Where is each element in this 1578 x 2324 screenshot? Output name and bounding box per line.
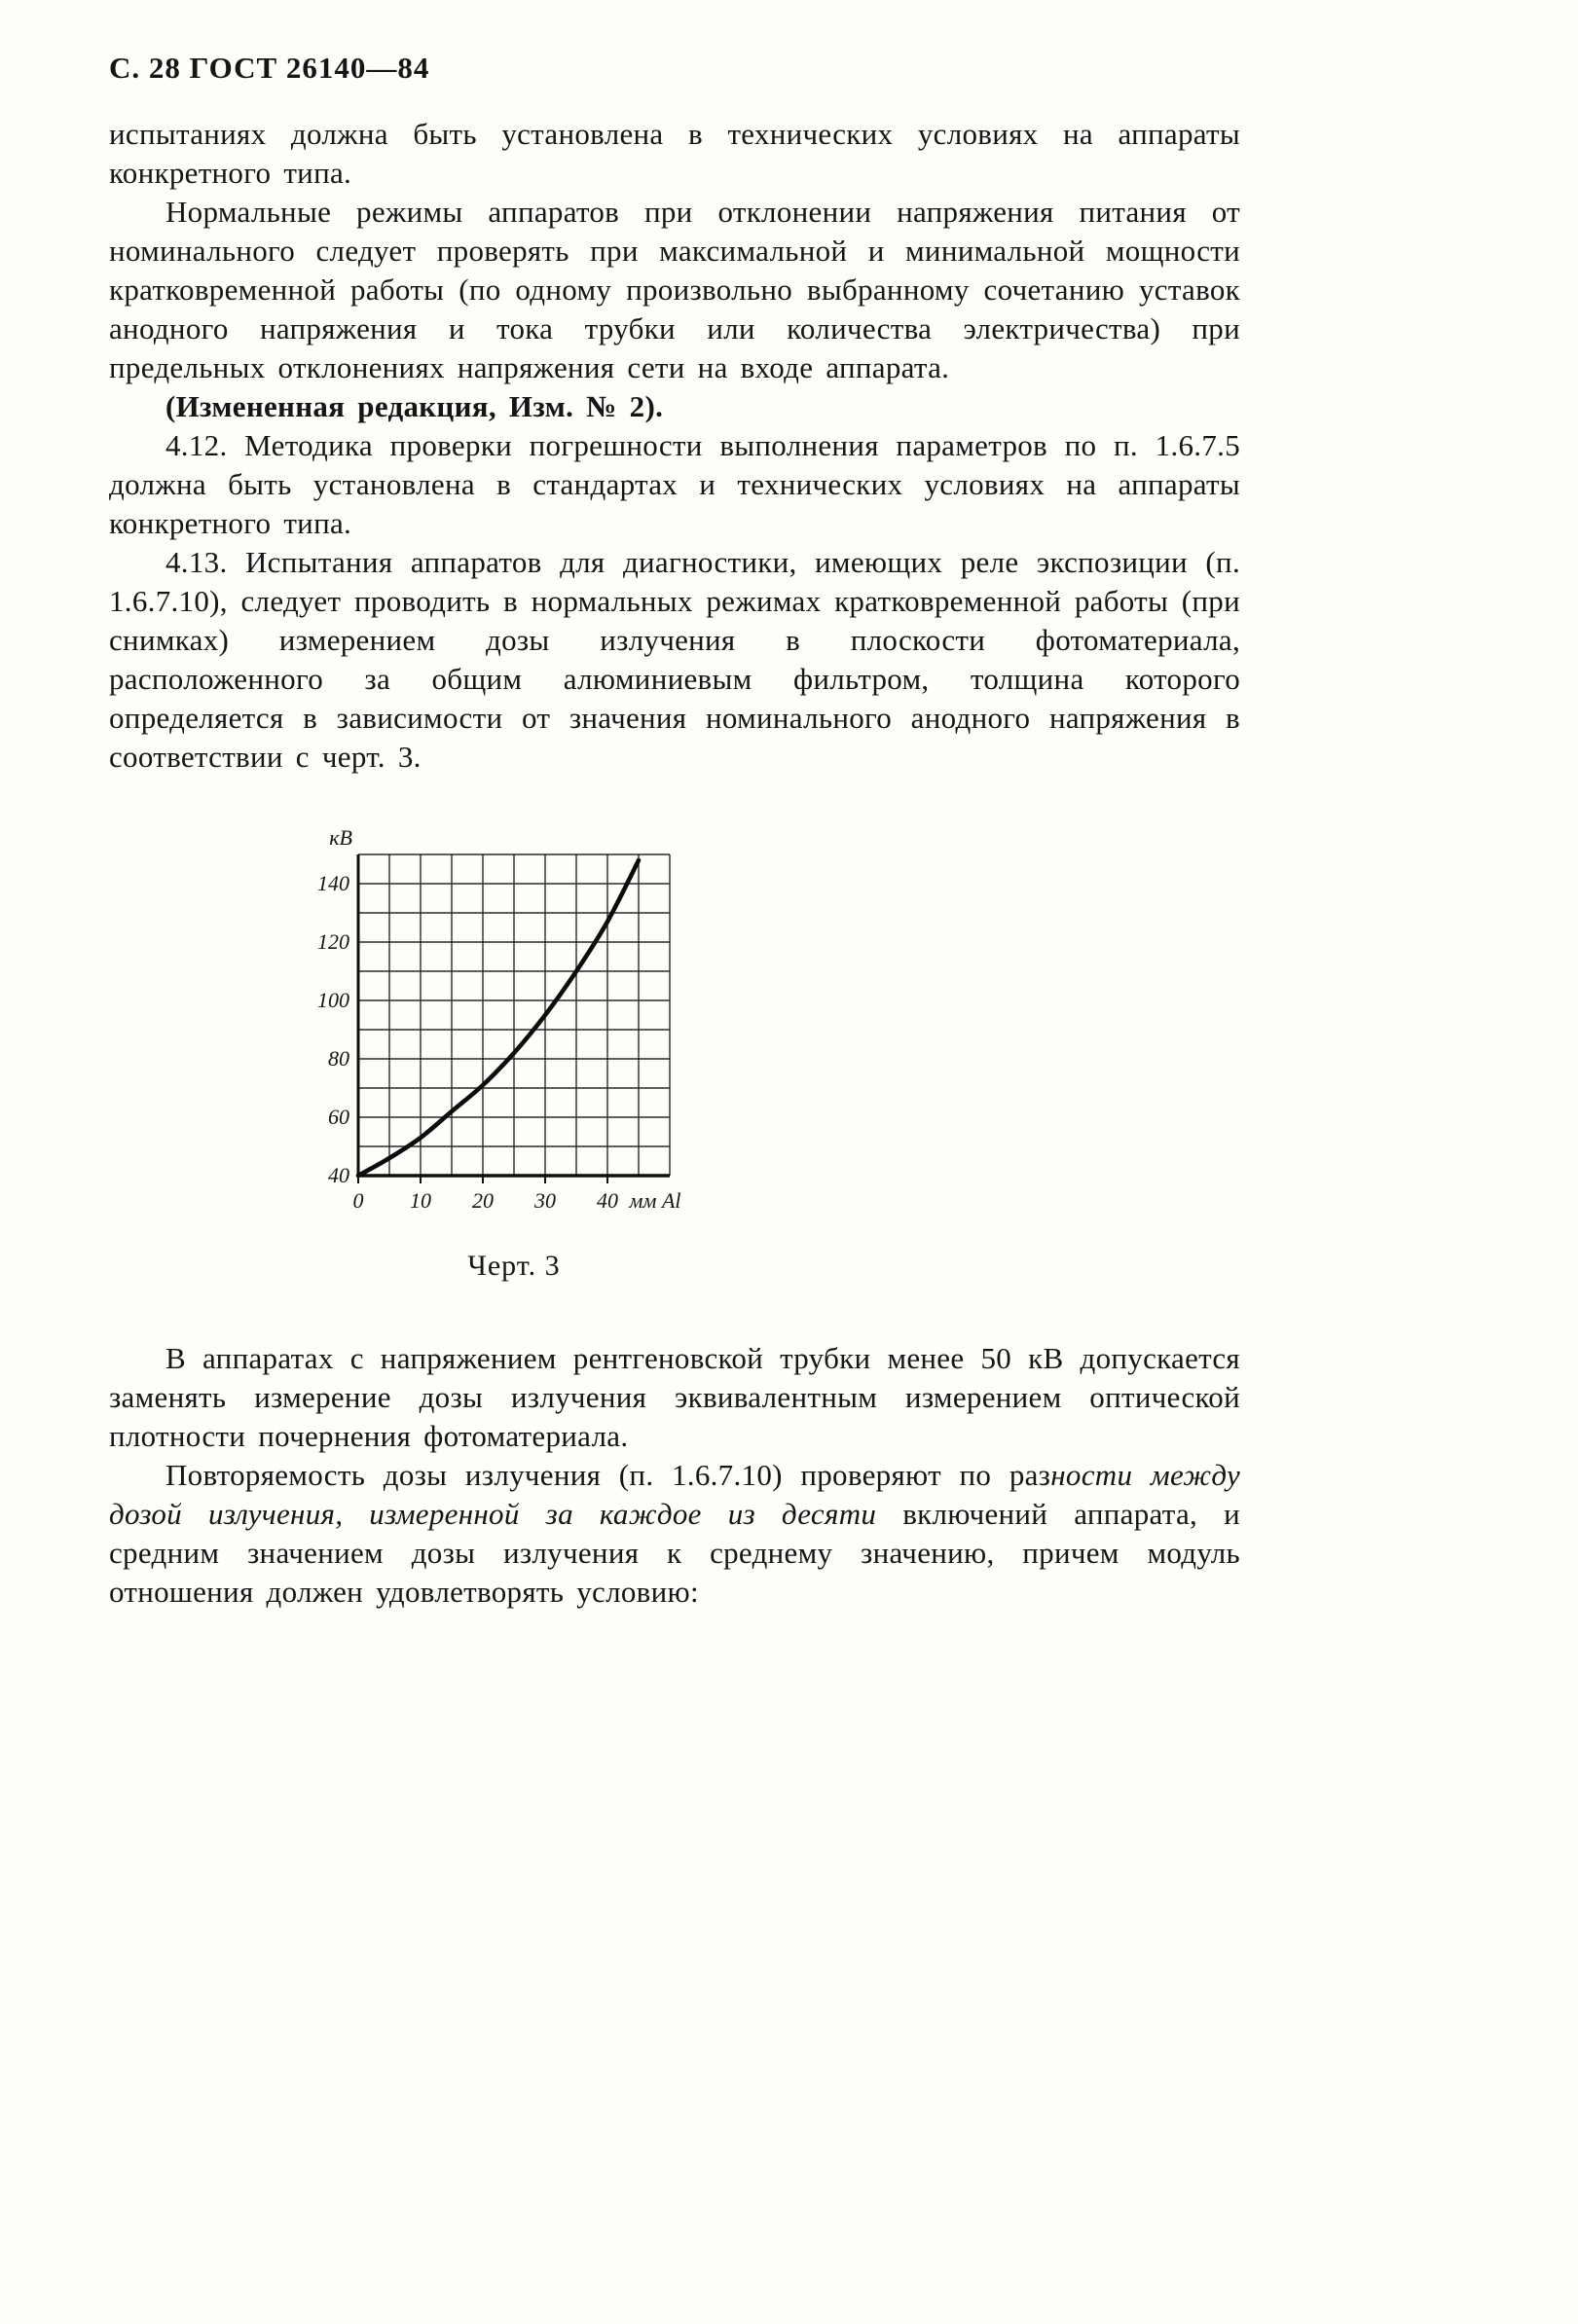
paragraph-normal-modes: Нормальные режимы аппаратов при отклонении напряжения питания от номинального следует проверять при максимальной и минимальной мощности кратковременной работы (по одному произвольно выбранному сочетанию уставок анодного напряжения и тока трубки или количества электричества) при предельных отклонениях напряжения сети на входе аппарата. [109, 195, 1240, 384]
y-tick-label: 100 [317, 988, 349, 1012]
paragraph-4-13: 4.13. Испытания аппаратов для диагностики, имеющих реле экспозиции (п. 1.6.7.10), следует проводить в нормальных режимах кратковременной работы (при снимках) измерением дозы излучения в плоскости фотоматериала, расположенного за общим алюминиевым фильтром, толщина которого определяется в зависимости от значения номинального анодного напряжения в соответствии с черт. 3. [109, 545, 1240, 774]
x-tick-label: 40 [597, 1188, 618, 1213]
paragraph-4-12: 4.12. Методика проверки погрешности выполнения параметров по п. 1.6.7.5 должна быть установлена в стандартах и технических условиях на аппараты конкретного типа. [109, 428, 1240, 540]
y-tick-label: 120 [317, 929, 349, 954]
figure-3 [313, 829, 715, 1283]
paragraph-below-50kv: В аппаратах с напряжением рентгеновской трубки менее 50 кВ допускается заменять измерение дозы излучения эквивалентным измерением оптической плотности почернения фотоматериала. [109, 1341, 1240, 1453]
figure-caption: Черт. 3 [467, 1250, 561, 1282]
page-header: С. 28 ГОСТ 26140—84 [109, 51, 430, 85]
y-tick-label: 60 [328, 1105, 349, 1129]
y-tick-label: 80 [328, 1046, 349, 1071]
repeatability-run-2-italic: ности между дозой излучения, измеренной за каждое из десяти [109, 1458, 1241, 1531]
y-tick-label: 140 [317, 871, 349, 895]
paragraph-continuation: испытаниях должна быть установлена в технических условиях на аппараты конкретного типа. [109, 117, 1240, 190]
x-tick-label: 0 [352, 1188, 364, 1213]
x-tick-label: 30 [534, 1188, 556, 1213]
y-axis-title: кВ [329, 829, 352, 850]
y-tick-label: 40 [328, 1163, 349, 1187]
x-tick-label: 20 [472, 1188, 494, 1213]
repeatability-run-1: Повторяемость дозы излучения (п. 1.6.7.10) проверяют по раз [165, 1458, 1051, 1492]
page-content [109, 51, 1240, 1612]
x-axis-title: мм Al [629, 1188, 681, 1213]
paragraph-amended-note: (Измененная редакция, Изм. № 2). [165, 389, 664, 423]
x-tick-label: 10 [410, 1188, 431, 1213]
figure-chart-svg [313, 829, 715, 1216]
paragraph-repeatability [109, 1456, 1240, 1612]
repeatability-run-3: включений аппарата, и средним значением дозы излучения к среднему значению, причем модуль отношения должен удовлетворять условию: [109, 1497, 1240, 1609]
voltage-curve [358, 860, 639, 1176]
